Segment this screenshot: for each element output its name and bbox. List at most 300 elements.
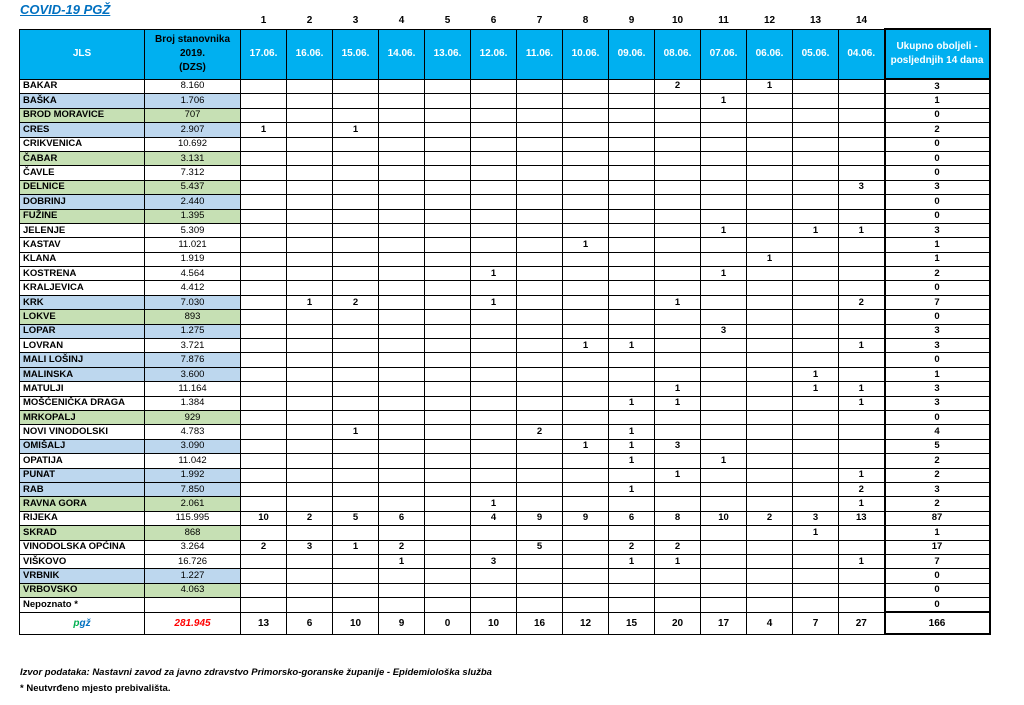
- case-count: [839, 79, 885, 94]
- case-count: [747, 123, 793, 137]
- population-value: 1.384: [145, 396, 241, 410]
- table-row: [20, 281, 990, 295]
- row-total: 1: [885, 94, 990, 108]
- case-count: [425, 281, 471, 295]
- case-count: [425, 353, 471, 367]
- case-count: [379, 425, 425, 439]
- case-count: [839, 526, 885, 540]
- day-number: 6: [490, 14, 497, 26]
- case-count: [517, 353, 563, 367]
- case-count: [793, 238, 839, 252]
- case-count: [839, 267, 885, 281]
- blank-cell: [885, 12, 990, 29]
- row-total: 4: [885, 425, 990, 439]
- population-value: 115.995: [145, 511, 241, 525]
- table-row: [20, 94, 990, 108]
- case-count: [839, 353, 885, 367]
- case-count: [425, 382, 471, 396]
- case-count: [701, 396, 747, 410]
- case-count: [517, 238, 563, 252]
- case-count: [517, 209, 563, 223]
- case-count: [333, 281, 379, 295]
- case-count: [563, 454, 609, 468]
- case-count: [471, 79, 517, 94]
- population-value: 2.440: [145, 195, 241, 209]
- table-row: [20, 511, 990, 525]
- case-count: [793, 439, 839, 453]
- table-row: [20, 223, 990, 237]
- row-total: 0: [885, 310, 990, 324]
- case-count: [333, 209, 379, 223]
- header-row: [20, 29, 990, 79]
- case-count: [655, 281, 701, 295]
- case-count: [701, 425, 747, 439]
- case-count: 1: [655, 396, 701, 410]
- header-date: 04.06.: [839, 29, 885, 79]
- case-count: [471, 339, 517, 353]
- municipality-name: KRALJEVICA: [20, 281, 145, 295]
- case-count: [287, 324, 333, 338]
- case-count: [287, 123, 333, 137]
- case-count: [793, 209, 839, 223]
- day-number: 9: [628, 14, 635, 26]
- case-count: 1: [471, 267, 517, 281]
- case-count: [425, 554, 471, 568]
- table-row: [20, 324, 990, 338]
- summary-row: [20, 612, 990, 634]
- case-count: [425, 497, 471, 511]
- case-count: [747, 454, 793, 468]
- source-note: Izvor podataka: Nastavni zavod za javno zdravstvo Primorsko-goranske županije - Epidemiološka služba: [20, 667, 492, 678]
- case-count: [701, 180, 747, 194]
- case-count: [287, 267, 333, 281]
- case-count: [425, 252, 471, 266]
- case-count: [517, 310, 563, 324]
- case-count: [425, 180, 471, 194]
- table-row: [20, 583, 990, 597]
- case-count: [655, 526, 701, 540]
- case-count: [563, 598, 609, 613]
- case-count: [747, 554, 793, 568]
- case-count: [241, 353, 287, 367]
- case-count: [333, 180, 379, 194]
- case-count: [655, 583, 701, 597]
- case-count: [379, 569, 425, 583]
- case-count: [333, 554, 379, 568]
- case-count: [655, 367, 701, 381]
- case-count: [839, 195, 885, 209]
- case-count: [655, 151, 701, 165]
- case-count: [793, 166, 839, 180]
- case-count: 1: [839, 223, 885, 237]
- case-count: [333, 151, 379, 165]
- case-count: [471, 238, 517, 252]
- case-count: 2: [517, 425, 563, 439]
- table-row: [20, 123, 990, 137]
- case-count: [793, 396, 839, 410]
- case-count: [701, 137, 747, 151]
- case-count: [655, 166, 701, 180]
- case-count: [287, 166, 333, 180]
- case-count: [701, 482, 747, 496]
- case-count: [655, 209, 701, 223]
- case-count: [793, 583, 839, 597]
- municipality-name: VRBNIK: [20, 569, 145, 583]
- day-number: 11: [718, 14, 729, 26]
- case-count: [287, 569, 333, 583]
- case-count: [425, 454, 471, 468]
- table-row: [20, 209, 990, 223]
- case-count: 1: [609, 482, 655, 496]
- case-count: [563, 324, 609, 338]
- row-total: 0: [885, 353, 990, 367]
- population-value: 3.600: [145, 367, 241, 381]
- municipality-name: SKRAD: [20, 526, 145, 540]
- case-count: [333, 166, 379, 180]
- population-value: 1.992: [145, 468, 241, 482]
- case-count: [701, 166, 747, 180]
- case-count: [379, 353, 425, 367]
- case-count: [425, 151, 471, 165]
- case-count: [471, 195, 517, 209]
- case-count: [609, 353, 655, 367]
- case-count: [747, 353, 793, 367]
- case-count: [563, 180, 609, 194]
- case-count: [839, 209, 885, 223]
- case-count: [517, 180, 563, 194]
- grand-total: 166: [885, 612, 990, 634]
- case-count: [333, 310, 379, 324]
- case-count: 3: [471, 554, 517, 568]
- case-count: [747, 180, 793, 194]
- case-count: [609, 209, 655, 223]
- case-count: [839, 94, 885, 108]
- case-count: [701, 468, 747, 482]
- case-count: [379, 367, 425, 381]
- case-count: [333, 382, 379, 396]
- case-count: [471, 137, 517, 151]
- table-row: [20, 151, 990, 165]
- case-count: [333, 137, 379, 151]
- table-row: [20, 252, 990, 266]
- daily-total: 10: [471, 612, 517, 634]
- case-count: [517, 267, 563, 281]
- case-count: [471, 382, 517, 396]
- case-count: 13: [839, 511, 885, 525]
- case-count: [287, 108, 333, 122]
- case-count: [333, 79, 379, 94]
- case-count: [747, 439, 793, 453]
- case-count: [425, 94, 471, 108]
- case-count: [517, 295, 563, 309]
- case-count: [333, 353, 379, 367]
- case-count: 2: [609, 540, 655, 554]
- population-value: 4.564: [145, 267, 241, 281]
- table-row: [20, 267, 990, 281]
- case-count: [425, 195, 471, 209]
- municipality-name: ČAVLE: [20, 166, 145, 180]
- case-count: 1: [333, 123, 379, 137]
- case-count: [563, 223, 609, 237]
- case-count: 1: [563, 238, 609, 252]
- case-count: [241, 195, 287, 209]
- row-total: 3: [885, 223, 990, 237]
- row-total: 1: [885, 252, 990, 266]
- case-count: [563, 252, 609, 266]
- case-count: 9: [517, 511, 563, 525]
- population-value: 11.164: [145, 382, 241, 396]
- population-value: 893: [145, 310, 241, 324]
- case-count: [517, 410, 563, 424]
- case-count: [563, 123, 609, 137]
- table-row: [20, 339, 990, 353]
- case-count: [517, 79, 563, 94]
- day-number: 14: [855, 14, 868, 26]
- table-row: [20, 79, 990, 94]
- municipality-name: VRBOVSKO: [20, 583, 145, 597]
- case-count: 1: [609, 339, 655, 353]
- case-count: [793, 180, 839, 194]
- case-count: 10: [701, 511, 747, 525]
- case-count: [655, 223, 701, 237]
- table-row: [20, 238, 990, 252]
- case-count: [287, 79, 333, 94]
- table-row: [20, 310, 990, 324]
- case-count: [655, 137, 701, 151]
- case-count: [471, 468, 517, 482]
- case-count: [379, 310, 425, 324]
- case-count: [333, 439, 379, 453]
- case-count: 2: [839, 295, 885, 309]
- row-total: 3: [885, 482, 990, 496]
- row-total: 0: [885, 151, 990, 165]
- municipality-name: PUNAT: [20, 468, 145, 482]
- case-count: [379, 439, 425, 453]
- case-count: [747, 367, 793, 381]
- header-population-line: 2019.: [179, 48, 206, 59]
- case-count: [379, 108, 425, 122]
- case-count: [425, 540, 471, 554]
- case-count: [517, 367, 563, 381]
- case-count: [425, 310, 471, 324]
- case-count: [471, 583, 517, 597]
- municipality-name: DOBRINJ: [20, 195, 145, 209]
- population-value: 3.131: [145, 151, 241, 165]
- pgz-logo: [20, 612, 145, 634]
- footnote: * Neutvrđeno mjesto prebivališta.: [20, 683, 171, 694]
- case-count: [747, 410, 793, 424]
- day-number: 4: [398, 14, 405, 26]
- case-count: [379, 195, 425, 209]
- case-count: 2: [747, 511, 793, 525]
- header-total: [885, 29, 990, 79]
- population-value: [145, 598, 241, 613]
- case-count: [517, 439, 563, 453]
- case-count: [379, 468, 425, 482]
- case-count: [793, 540, 839, 554]
- case-count: [379, 238, 425, 252]
- case-count: [609, 382, 655, 396]
- case-count: [471, 454, 517, 468]
- case-count: [747, 526, 793, 540]
- case-count: [287, 468, 333, 482]
- case-count: [379, 209, 425, 223]
- case-count: [333, 569, 379, 583]
- case-count: 2: [379, 540, 425, 554]
- case-count: 1: [609, 396, 655, 410]
- case-count: [839, 569, 885, 583]
- case-count: 1: [333, 425, 379, 439]
- case-count: [287, 439, 333, 453]
- table-row: [20, 454, 990, 468]
- case-count: [333, 482, 379, 496]
- case-count: [793, 195, 839, 209]
- case-count: [517, 223, 563, 237]
- case-count: [701, 526, 747, 540]
- case-count: [287, 353, 333, 367]
- case-count: [287, 252, 333, 266]
- case-count: 1: [609, 454, 655, 468]
- case-count: [609, 151, 655, 165]
- case-count: [747, 137, 793, 151]
- daily-total: 12: [563, 612, 609, 634]
- table-row: [20, 425, 990, 439]
- case-count: [747, 310, 793, 324]
- case-count: [609, 410, 655, 424]
- row-total: 0: [885, 281, 990, 295]
- header-date: 09.06.: [609, 29, 655, 79]
- case-count: 1: [471, 295, 517, 309]
- case-count: [379, 339, 425, 353]
- case-count: [471, 439, 517, 453]
- case-count: [517, 324, 563, 338]
- case-count: [287, 583, 333, 597]
- case-count: [563, 482, 609, 496]
- case-count: [655, 252, 701, 266]
- case-count: [747, 382, 793, 396]
- case-count: [747, 583, 793, 597]
- header-population: [145, 29, 241, 79]
- case-count: [609, 468, 655, 482]
- daily-total: 17: [701, 612, 747, 634]
- case-count: [333, 252, 379, 266]
- case-count: [655, 425, 701, 439]
- day-number: 3: [352, 14, 359, 26]
- case-count: [241, 79, 287, 94]
- case-count: [287, 180, 333, 194]
- population-value: 1.919: [145, 252, 241, 266]
- case-count: [241, 180, 287, 194]
- case-count: 4: [471, 511, 517, 525]
- logo-p: p: [73, 617, 80, 629]
- case-count: [655, 238, 701, 252]
- day-number: 7: [536, 14, 543, 26]
- case-count: [425, 267, 471, 281]
- table-row: [20, 569, 990, 583]
- case-count: [517, 195, 563, 209]
- case-count: [747, 281, 793, 295]
- case-count: 2: [333, 295, 379, 309]
- population-value: 868: [145, 526, 241, 540]
- case-count: [747, 468, 793, 482]
- daily-total: 20: [655, 612, 701, 634]
- case-count: [839, 583, 885, 597]
- table-row: [20, 295, 990, 309]
- case-count: [839, 151, 885, 165]
- case-count: [701, 79, 747, 94]
- row-total: 0: [885, 583, 990, 597]
- case-count: [333, 497, 379, 511]
- header-population-line: (DZS): [179, 62, 206, 73]
- case-count: [563, 554, 609, 568]
- case-count: [563, 79, 609, 94]
- case-count: [747, 209, 793, 223]
- case-count: 2: [839, 482, 885, 496]
- case-count: 5: [517, 540, 563, 554]
- case-count: [655, 482, 701, 496]
- population-value: 11.021: [145, 238, 241, 252]
- case-count: [609, 497, 655, 511]
- day-number: 13: [809, 14, 822, 26]
- population-value: 1.706: [145, 94, 241, 108]
- case-count: [839, 540, 885, 554]
- case-count: 1: [793, 382, 839, 396]
- daily-total: 6: [287, 612, 333, 634]
- header-date: 08.06.: [655, 29, 701, 79]
- case-count: 1: [747, 252, 793, 266]
- case-count: [517, 123, 563, 137]
- case-count: [747, 166, 793, 180]
- case-count: [793, 94, 839, 108]
- case-count: [563, 382, 609, 396]
- row-total: 0: [885, 137, 990, 151]
- case-count: [563, 94, 609, 108]
- case-count: [333, 195, 379, 209]
- case-count: [517, 108, 563, 122]
- case-count: [839, 410, 885, 424]
- case-count: [747, 569, 793, 583]
- case-count: [563, 166, 609, 180]
- case-count: [287, 94, 333, 108]
- case-count: [839, 123, 885, 137]
- row-total: 1: [885, 238, 990, 252]
- case-count: [793, 497, 839, 511]
- population-value: 2.907: [145, 123, 241, 137]
- case-count: [471, 540, 517, 554]
- case-count: [517, 468, 563, 482]
- case-count: 6: [609, 511, 655, 525]
- case-count: [287, 310, 333, 324]
- case-count: [609, 123, 655, 137]
- case-count: [839, 324, 885, 338]
- row-total: 87: [885, 511, 990, 525]
- municipality-name: JELENJE: [20, 223, 145, 237]
- case-count: [517, 526, 563, 540]
- case-count: [563, 367, 609, 381]
- case-count: [287, 382, 333, 396]
- case-count: [563, 281, 609, 295]
- case-count: [655, 94, 701, 108]
- case-count: [655, 108, 701, 122]
- header-date: 05.06.: [793, 29, 839, 79]
- case-count: 10: [241, 511, 287, 525]
- daily-total: 7: [793, 612, 839, 634]
- population-value: 3.264: [145, 540, 241, 554]
- case-count: [747, 195, 793, 209]
- row-total: 7: [885, 554, 990, 568]
- population-value: 4.412: [145, 281, 241, 295]
- row-total: 7: [885, 295, 990, 309]
